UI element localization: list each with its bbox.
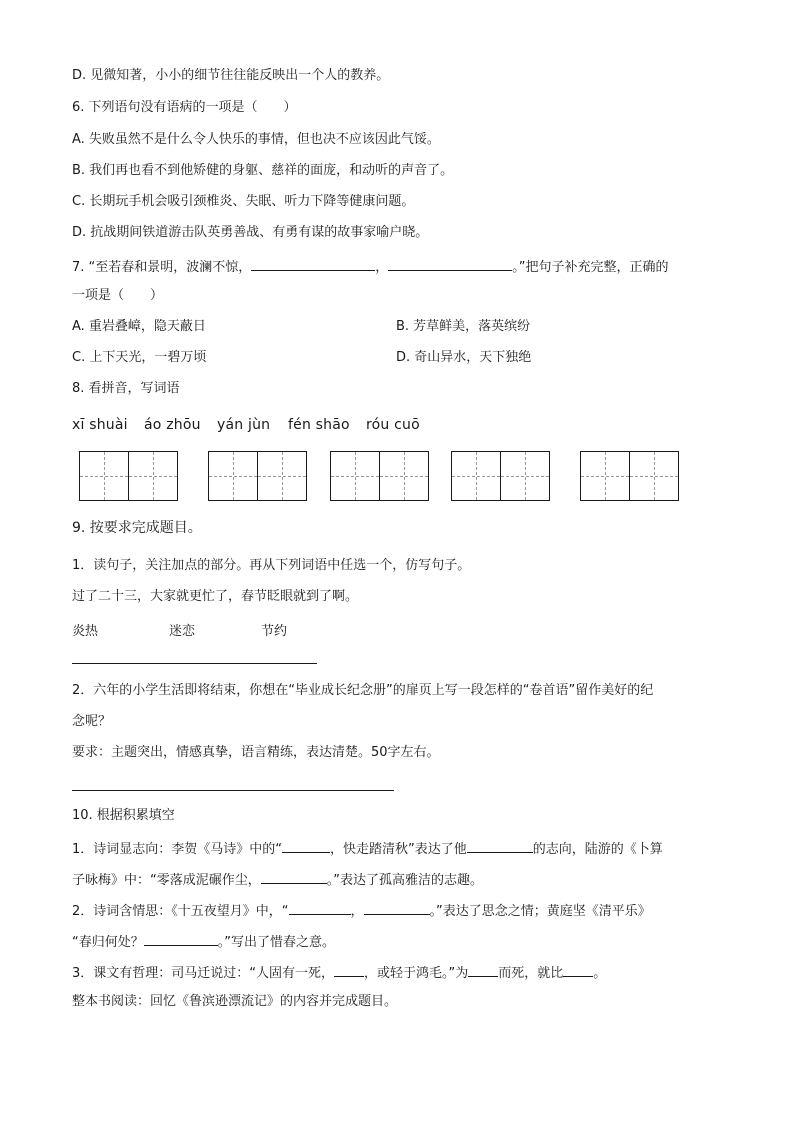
grid-cell[interactable] (258, 451, 307, 501)
q10-line4: “春归何处？ 。”写出了惜春之意。 (72, 931, 335, 952)
q5-option-d: D. 见微知著，小小的细节往往能反映出一个人的教养。 (72, 68, 390, 83)
q10-blank-3[interactable] (261, 869, 327, 884)
q9-part1: 1．读句子，关注加点的部分。再从下列词语中任选一个，仿写句子。 (72, 558, 471, 573)
q10-line6: 整本书阅读：回忆《鲁滨逊漂流记》的内容并完成题目。 (72, 994, 398, 1009)
q7-option-a: A. 重岩叠嶂，隐天蔽日 (72, 319, 206, 334)
q6-option-b: B. 我们再也看不到他矫健的身躯、慈祥的面庞，和动听的声音了。 (72, 163, 454, 178)
pinyin-5: róu cuō (366, 417, 420, 433)
q10-blank-7[interactable] (334, 962, 364, 977)
grid-cell[interactable] (630, 451, 679, 501)
q10-blank-5[interactable] (364, 900, 430, 915)
q7-option-c: C. 上下天光，一碧万顷 (72, 350, 207, 365)
grid-cell[interactable] (330, 451, 380, 501)
pinyin-3: yán jùn (217, 417, 271, 433)
grid-cell[interactable] (451, 451, 501, 501)
q6-stem: 6. 下列语句没有语病的一项是（ ） (72, 100, 297, 115)
q9-answer-line-2[interactable] (72, 790, 394, 791)
q9-requirement: 要求：主题突出，情感真挚，语言精练，表达清楚。50字左右。 (72, 745, 440, 760)
q9-part2-line2: 念呢？ (72, 714, 112, 729)
q10-stem: 10. 根据积累填空 (72, 808, 175, 823)
q7-option-b: B. 芳草鲜美，落英缤纷 (396, 319, 531, 334)
grid-cell[interactable] (79, 451, 129, 501)
q7-stem-line2: 一项是（ ） (72, 288, 164, 303)
q10-line3: 2．诗词含情思：《十五夜望月》中，“ ， 。”表达了思念之情；黄庭坚《清平乐》 (72, 900, 651, 921)
q7-blank-1[interactable] (251, 256, 375, 271)
pinyin-1: xī shuài (72, 417, 128, 433)
q6-option-c: C. 长期玩手机会吸引颈椎炎、失眠、听力下降等健康问题。 (72, 194, 415, 209)
q10-blank-2[interactable] (467, 838, 533, 853)
q10-blank-8[interactable] (468, 962, 498, 977)
pinyin-2: áo zhōu (144, 417, 201, 433)
q9-stem: 9. 按要求完成题目。 (72, 520, 202, 536)
word-option-1: 炎热 (72, 624, 99, 639)
q10-line2: 子咏梅》中：“零落成泥碾作尘， 。”表达了孤高雅洁的志趣。 (72, 869, 483, 890)
q10-blank-4[interactable] (289, 900, 351, 915)
q9-sentence: 过了二十三，大家就更忙了，春节眨眼就到了啊。 (72, 589, 359, 604)
q8-stem: 8. 看拼音，写词语 (72, 381, 180, 396)
writing-grid-5[interactable] (580, 451, 679, 501)
q10-line1: 1．诗词显志向：李贺《马诗》中的“ ，快走踏清秋”表达了他 的志向，陆游的《卜算 (72, 838, 663, 859)
q7-option-d: D. 奇山异水，天下独绝 (396, 350, 532, 365)
writing-grid-3[interactable] (330, 451, 429, 501)
q9-answer-line-1[interactable] (72, 663, 317, 664)
grid-cell[interactable] (208, 451, 258, 501)
grid-cell[interactable] (580, 451, 630, 501)
q7-blank-2[interactable] (388, 256, 512, 271)
writing-grid-1[interactable] (79, 451, 178, 501)
grid-cell[interactable] (501, 451, 550, 501)
grid-cell[interactable] (380, 451, 429, 501)
q6-option-a: A. 失败虽然不是什么令人快乐的事情，但也决不应该因此气馁。 (72, 132, 440, 147)
q9-part2-line1: 2．六年的小学生活即将结束，你想在“毕业成长纪念册”的扉页上写一段怎样的“卷首语”留作美好的纪 (72, 683, 654, 698)
grid-cell[interactable] (129, 451, 178, 501)
q10-blank-6[interactable] (144, 931, 218, 946)
q10-line5: 3．课文有哲理：司马迁说过：“人固有一死， ，或轻于鸿毛。”为 而死，就比 。 (72, 962, 606, 983)
q10-blank-9[interactable] (563, 962, 593, 977)
q10-blank-1[interactable] (282, 838, 330, 853)
q6-option-d: D. 抗战期间铁道游击队英勇善战、有勇有谋的故事家喻户晓。 (72, 225, 429, 240)
writing-grid-2[interactable] (208, 451, 307, 501)
q7-stem: 7. “至若春和景明，波澜不惊， ， 。”把句子补充完整，正确的 (72, 256, 669, 277)
writing-grid-4[interactable] (451, 451, 550, 501)
word-option-2: 迷恋 (169, 624, 196, 639)
pinyin-4: fén shāo (288, 417, 350, 433)
word-option-3: 节约 (261, 624, 288, 639)
